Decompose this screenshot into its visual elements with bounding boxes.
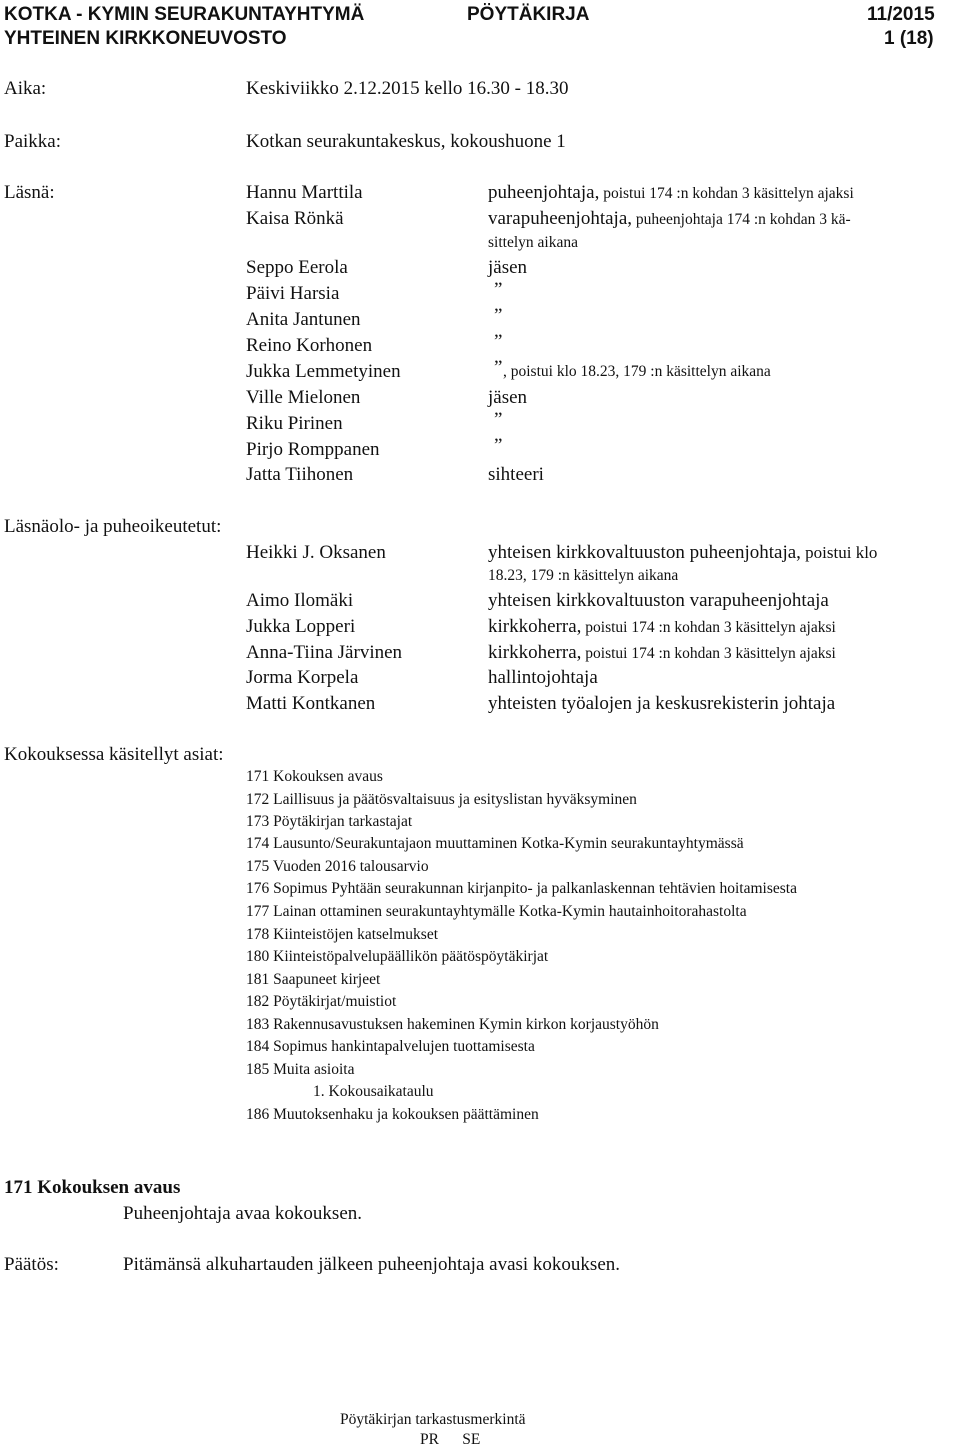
place-value: Kotkan seurakuntakeskus, kokoushuone 1 (246, 131, 566, 152)
agenda-item: 182 Pöytäkirjat/muistiot (246, 993, 397, 1010)
attendee-name: Riku Pirinen (246, 413, 343, 434)
agenda-item: 178 Kiinteistöjen katselmukset (246, 926, 439, 943)
other-role: hallintojohtaja (488, 667, 598, 688)
ditto-mark: ” (494, 409, 503, 430)
other-name: Jukka Lopperi (246, 616, 356, 637)
other-role: yhteisten työalojen ja keskusrekisterin johtaja (488, 693, 836, 714)
agenda-item: 180 Kiinteistöpalvelupäällikön päätöspöytäkirjat (246, 948, 549, 965)
agenda-item: 186 Muutoksenhaku ja kokouksen päättäminen (246, 1106, 539, 1123)
other-name: Matti Kontkanen (246, 693, 376, 714)
agenda-subitem: 1. Kokousaikataulu (313, 1083, 434, 1100)
attendee-note: , poistui klo 18.23, 179 :n käsittelyn aikana (503, 363, 771, 380)
other-name: Heikki J. Oksanen (246, 542, 386, 563)
attendee-role: sihteeri (488, 464, 544, 485)
ditto-mark: ” (494, 305, 503, 326)
place-label: Paikka: (4, 131, 61, 152)
other-name: Anna-Tiina Järvinen (246, 642, 403, 663)
attendee-name: Reino Korhonen (246, 335, 373, 356)
agenda-label: Kokouksessa käsitellyt asiat: (4, 744, 224, 765)
attendee-role: varapuheenjohtaja, puheenjohtaja 174 :n kohdan 3 kä- (488, 208, 851, 229)
attendee-name: Seppo Eerola (246, 257, 348, 278)
ditto-mark: ” (494, 331, 503, 352)
time-value: Keskiviikko 2.12.2015 kello 16.30 - 18.30 (246, 78, 569, 99)
review-initials: PR SE (420, 1431, 481, 1448)
document-number: 11/2015 (867, 4, 935, 25)
organization-name: KOTKA - KYMIN SEURAKUNTAYHTYMÄ (4, 4, 365, 25)
other-role: yhteisen kirkkovaltuuston puheenjohtaja, poistui klo (488, 542, 878, 563)
agenda-item: 177 Lainan ottaminen seurakuntayhtymälle Kotka-Kymin hautainhoitorahastolta (246, 903, 747, 920)
ditto-mark: ” (494, 279, 503, 300)
other-role-continued: 18.23, 179 :n käsittelyn aikana (488, 567, 679, 584)
others-label: Läsnäolo- ja puheoikeutetut: (4, 516, 222, 537)
agenda-item: 184 Sopimus hankintapalvelujen tuottamisesta (246, 1038, 535, 1055)
agenda-item: 172 Laillisuus ja päätösvaltaisuus ja esityslistan hyväksyminen (246, 791, 637, 808)
other-role: kirkkoherra, poistui 174 :n kohdan 3 käsittelyn ajaksi (488, 642, 836, 663)
agenda-item: 171 Kokouksen avaus (246, 768, 383, 785)
agenda-item: 183 Rakennusavustuksen hakeminen Kymin kirkon korjaustyöhön (246, 1016, 659, 1033)
attendee-name: Jatta Tiihonen (246, 464, 354, 485)
attendee-role-continued: sittelyn aikana (488, 234, 578, 251)
attendee-name: Päivi Harsia (246, 283, 340, 304)
ditto-mark: ” (494, 435, 503, 456)
decision-label: Päätös: (4, 1254, 59, 1275)
attendees-label: Läsnä: (4, 182, 55, 203)
other-role: kirkkoherra, poistui 174 :n kohdan 3 käsittelyn ajaksi (488, 616, 836, 637)
council-name: YHTEINEN KIRKKONEUVOSTO (4, 28, 287, 49)
attendee-name: Jukka Lemmetyinen (246, 361, 401, 382)
agenda-item: 174 Lausunto/Seurakuntajaon muuttaminen Kotka-Kymin seurakuntayhtymässä (246, 835, 744, 852)
section-heading: 171 Kokouksen avaus (4, 1177, 181, 1198)
agenda-item: 185 Muita asioita (246, 1061, 355, 1078)
attendee-name: Anita Jantunen (246, 309, 361, 330)
attendee-name: Ville Mielonen (246, 387, 361, 408)
agenda-item: 176 Sopimus Pyhtään seurakunnan kirjanpito- ja palkanlaskennan tehtävien hoitamisesta (246, 880, 797, 897)
attendee-role: puheenjohtaja, poistui 174 :n kohdan 3 käsittelyn ajaksi (488, 182, 854, 203)
other-name: Jorma Korpela (246, 667, 359, 688)
time-label: Aika: (4, 78, 47, 99)
attendee-name: Kaisa Rönkä (246, 208, 344, 229)
ditto-mark: ” (494, 357, 503, 378)
attendee-role: jäsen (488, 387, 528, 408)
agenda-item: 175 Vuoden 2016 talousarvio (246, 858, 429, 875)
agenda-item: 181 Saapuneet kirjeet (246, 971, 381, 988)
attendee-name: Hannu Marttila (246, 182, 363, 203)
decision-text: Pitämänsä alkuhartauden jälkeen puheenjohtaja avasi kokouksen. (123, 1254, 621, 1275)
section-body: Puheenjohtaja avaa kokouksen. (123, 1203, 363, 1224)
agenda-item: 173 Pöytäkirjan tarkastajat (246, 813, 413, 830)
other-name: Aimo Ilomäki (246, 590, 354, 611)
attendee-role: jäsen (488, 257, 528, 278)
attendee-name: Pirjo Romppanen (246, 439, 380, 460)
other-role: yhteisen kirkkovaltuuston varapuheenjohtaja (488, 590, 829, 611)
review-mark-label: Pöytäkirjan tarkastusmerkintä (340, 1411, 526, 1428)
document-type: PÖYTÄKIRJA (467, 4, 590, 25)
page-number: 1 (18) (884, 28, 934, 49)
